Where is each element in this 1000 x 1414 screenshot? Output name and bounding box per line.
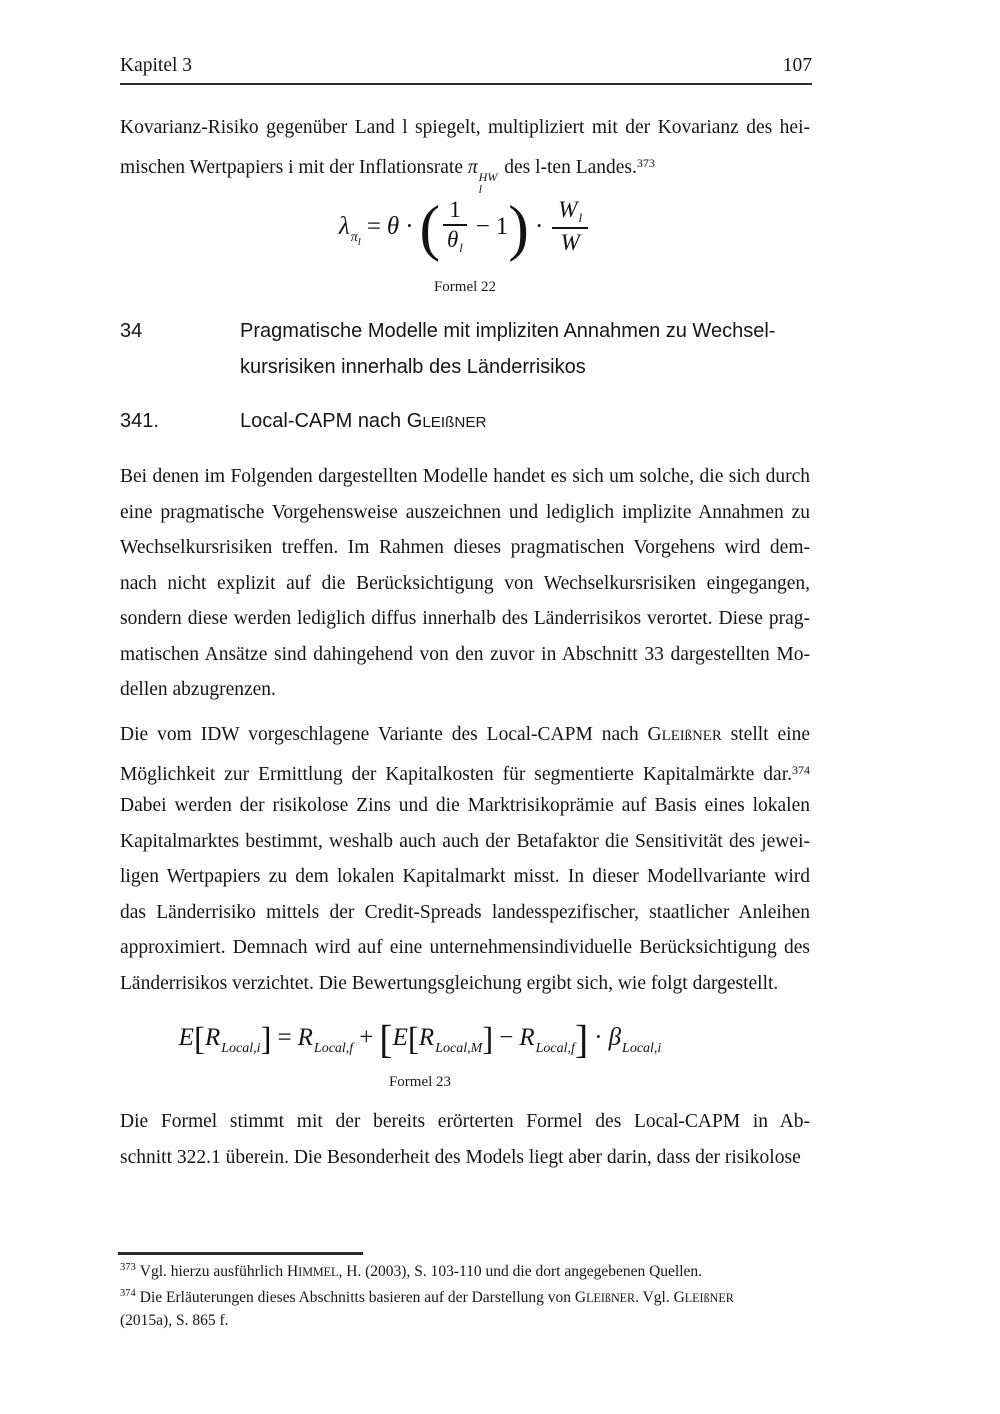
footnote-ref: 374 — [792, 762, 810, 777]
section-number: 34 — [120, 320, 143, 342]
footnote-line — [120, 1257, 810, 1283]
text-line — [120, 895, 810, 931]
formula-token: R — [519, 1024, 535, 1051]
formula-token: π — [350, 230, 358, 245]
fraction — [552, 197, 588, 256]
formula-token: E — [392, 1024, 408, 1051]
text-line — [120, 146, 810, 197]
formula-token: E — [178, 1024, 194, 1051]
footnote-line — [120, 1310, 810, 1332]
text-run: sondern diese werden lediglich diffus innerhalb des Länderrisikos verortet. Diese prag- — [120, 608, 810, 629]
text-line — [120, 601, 810, 637]
text-line — [120, 788, 810, 824]
footnote-ref: 373 — [636, 155, 655, 170]
formula-22-caption: Formel 22 — [433, 279, 497, 295]
running-header — [120, 54, 812, 85]
paren: [ — [379, 1016, 393, 1062]
text-run: Kapitalmarktes bestimmt, weshalb auch auch der Betafaktor die Sensitivität des jewei- — [120, 830, 810, 852]
text-run: Länderrisikos verzichtet. Die Bewertungsgleichung ergibt sich, wie folgt dargestellt. — [120, 972, 779, 994]
text-run: das Länderrisiko mittels der Credit-Spreads landesspezifischer, staatlicher Anleihen — [120, 901, 810, 923]
text-run: Die Erläuterungen dieses Abschnitts basieren auf der Darstellung von — [139, 1289, 575, 1307]
text-line — [120, 824, 810, 860]
text-run: eine pragmatische Vorgehensweise auszeichnen und lediglich implizite Annahmen zu — [120, 501, 810, 523]
formula-token: − — [499, 1024, 514, 1051]
text-run: Die vom IDW vorgeschlagene Variante des Local-CAPM nach — [120, 724, 648, 745]
formula-token: θ — [446, 227, 459, 253]
page-number: 107 — [782, 55, 812, 76]
formula-22 — [120, 190, 810, 279]
formula-token: Local,M — [435, 1041, 483, 1056]
text-run: Wechselkursrisiken treffen. Im Rahmen dieses pragmatischen Vorgehens wird dem- — [120, 537, 810, 558]
heading-line: kursrisiken innerhalb des Länderrisikos — [240, 355, 586, 378]
formula-token: 1 — [449, 196, 461, 222]
text-run: G — [574, 1289, 587, 1307]
text-run: IMMEL — [298, 1265, 339, 1279]
subsection-number: 341. — [120, 410, 159, 432]
math-superscript: HW — [478, 169, 498, 184]
formula-token: l — [578, 209, 583, 225]
text-line — [120, 1104, 810, 1140]
text-run: (2015a), S. 865 f. — [120, 1311, 229, 1329]
text-run: schnitt 322.1 überein. Die Besonderheit des Models liegt aber darin, dass der risikolose — [120, 1146, 801, 1168]
formula-token: Local,f — [535, 1041, 575, 1056]
text-run: dellen abzugrenzen. — [120, 679, 276, 700]
intro-paragraph — [120, 110, 810, 197]
text-run: G — [673, 1289, 685, 1307]
text-run: LEIßNER — [422, 414, 487, 431]
formula-token: 1 — [495, 213, 509, 240]
math-subscript: l — [478, 182, 483, 197]
text-run: stellt eine — [721, 724, 810, 745]
chapter-label: Kapitel 3 — [120, 55, 193, 76]
footnotes-block — [120, 1257, 810, 1332]
paren: ( — [419, 194, 441, 263]
paren: [ — [407, 1021, 419, 1058]
formula-token: W — [558, 196, 578, 222]
text-run: Dabei werden der risikolose Zins und die Marktrisikoprämie auf Basis eines lokalen — [120, 795, 810, 816]
footnote-line — [120, 1283, 810, 1309]
paren: ] — [574, 1016, 589, 1062]
body-paragraph-2 — [120, 717, 810, 1001]
formula-token: R — [297, 1024, 313, 1051]
text-run: LEIßNER — [684, 1291, 734, 1306]
text-line — [120, 459, 810, 495]
text-run: des l-ten Landes. — [499, 156, 637, 178]
section-title — [240, 314, 810, 385]
formula-token: W — [560, 229, 580, 255]
text-run: Vgl. hierzu ausführlich — [139, 1263, 287, 1280]
formula-23 — [75, 1012, 765, 1075]
formula-token: R — [204, 1024, 221, 1051]
text-line — [120, 859, 810, 895]
formula-23-caption: Formel 23 — [388, 1074, 452, 1090]
formula-token: Local,f — [313, 1041, 354, 1056]
section-heading-34 — [120, 314, 810, 385]
text-run: ligen Wertpapiers zu dem lokalen Kapitalmarkt misst. In dieser Modellvariante wird — [120, 866, 810, 887]
footnote-marker: 373 — [120, 1262, 136, 1273]
fraction-numerator — [552, 197, 588, 229]
text-line — [120, 717, 810, 753]
paren: ) — [508, 194, 529, 263]
footnote-marker: 374 — [120, 1288, 136, 1300]
text-run: H — [286, 1263, 299, 1280]
formula-token: · — [534, 213, 544, 240]
formula-token: l — [357, 236, 361, 248]
body-paragraph-1 — [120, 459, 810, 708]
text-line — [120, 110, 810, 146]
formula-token: θ — [386, 213, 400, 240]
text-line — [120, 966, 810, 1002]
text-run: G — [647, 724, 662, 745]
paren: [ — [193, 1021, 205, 1058]
heading-line: Pragmatische Modelle mit impliziten Annahmen zu Wechsel- — [240, 320, 776, 342]
text-run: Kovarianz-Risiko gegenüber Land l spiegelt, multipliziert mit der Kovarianz des hei- — [120, 117, 810, 138]
text-run: LEIßNER — [661, 728, 722, 744]
formula-token: = — [277, 1024, 292, 1051]
text-line — [120, 566, 810, 602]
paren: ] — [482, 1021, 494, 1058]
text-run: Die Formel stimmt mit der bereits erörterten Formel des Local-CAPM in Ab- — [120, 1111, 810, 1132]
subsection-title — [240, 404, 810, 441]
text-run: G — [406, 410, 423, 432]
formula-token: = — [366, 213, 381, 240]
formula-token: Local,i — [622, 1041, 662, 1056]
text-line — [120, 495, 810, 531]
text-line — [120, 930, 810, 966]
text-line — [120, 1140, 810, 1176]
subsection-heading-341 — [120, 404, 810, 441]
formula-token: R — [418, 1024, 435, 1051]
text-run: approximiert. Demnach wird auf eine unternehmensindividuelle Berücksichtigung des — [120, 937, 810, 958]
text-line — [120, 753, 810, 789]
body-paragraph-3 — [120, 1104, 810, 1175]
formula-token: l — [459, 240, 463, 256]
formula-token: · — [594, 1024, 603, 1051]
formula-token: − — [475, 213, 490, 240]
paren: ] — [260, 1021, 272, 1058]
text-run: LEIßNER — [586, 1291, 636, 1306]
fraction-denominator — [447, 226, 463, 256]
fraction-denominator — [561, 229, 580, 256]
text-run: π — [467, 156, 478, 178]
text-run: mischen Wertpapiers i mit der Inflationsrate — [120, 156, 468, 178]
text-run: , H. (2003), S. 103-110 und die dort angegebenen Quellen. — [338, 1263, 703, 1280]
formula-token: β — [608, 1024, 622, 1051]
text-run: Local-CAPM nach — [240, 410, 407, 432]
fraction — [443, 197, 467, 256]
text-line — [120, 637, 810, 673]
footnote-separator-rule — [118, 1252, 363, 1255]
formula-token: + — [359, 1024, 374, 1051]
text-run: Bei denen im Folgenden dargestellten Modelle handet es sich um solche, die sich durch — [120, 466, 810, 487]
formula-token: Local,i — [221, 1041, 261, 1056]
text-run: matischen Ansätze sind dahingehend von den zuvor in Abschnitt 33 dargestellten Mo- — [120, 643, 810, 665]
fraction-numerator — [443, 197, 467, 226]
text-run: Möglichkeit zur Ermittlung der Kapitalkosten für segmentierte Kapitalmärkte dar. — [120, 763, 792, 785]
text-line — [120, 672, 810, 708]
formula-token: · — [405, 213, 414, 240]
text-run: nach nicht explizit auf die Berücksichtigung von Wechselkursrisiken eingegangen, — [120, 572, 810, 594]
text-line — [120, 530, 810, 566]
text-run: . Vgl. — [635, 1289, 674, 1307]
formula-token: λ — [338, 213, 350, 240]
